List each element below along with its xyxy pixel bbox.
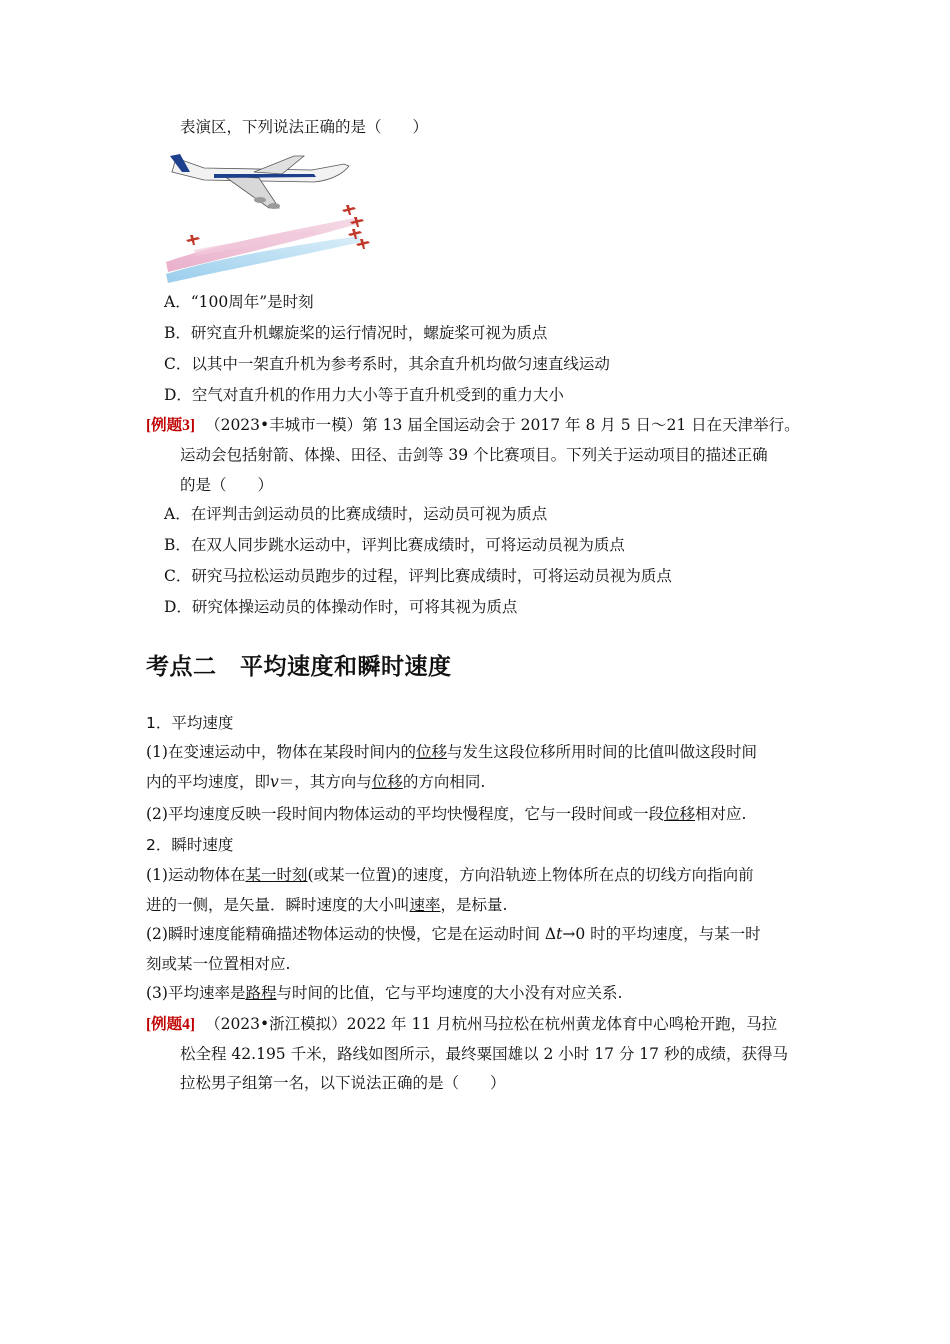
example3-line1: [例题3] （2023•丰城市一模）第 13 届全国运动会于 2017 年 8 月 5 日～21 日在天津举行。	[146, 416, 800, 434]
avg-velocity-heading: 1．平均速度	[146, 714, 234, 732]
example3-option-a: A．在评判击剑运动员的比赛成绩时，运动员可视为质点	[164, 505, 548, 523]
example4-line3: 拉松男子组第一名，以下说法正确的是（ ）	[180, 1074, 506, 1092]
option-d: D．空气对直升机的作用力大小等于直升机受到的重力大小	[164, 386, 564, 404]
example3-tag: [例题3]	[146, 417, 196, 434]
question-intro-line: 表演区，下列说法正确的是（ ）	[180, 118, 429, 136]
option-b: B．研究直升机螺旋桨的运行情况时，螺旋桨可视为质点	[164, 324, 548, 342]
example3-option-d: D．研究体操运动员的体操动作时，可将其视为质点	[164, 598, 518, 616]
option-c: C．以其中一架直升机为参考系时，其余直升机均做匀速直线运动	[164, 355, 610, 373]
example3-line2: 运动会包括射箭、体操、田径、击剑等 39 个比赛项目。下列关于运动项目的描述正确	[180, 446, 768, 464]
example4-line1: [例题4] （2023•浙江模拟）2022 年 11 月杭州马拉松在杭州黄龙体育中心鸣枪开跑，马拉	[146, 1015, 778, 1033]
example3-option-b: B．在双人同步跳水运动中，评判比赛成绩时，可将运动员视为质点	[164, 536, 625, 554]
example4-tag: [例题4]	[146, 1016, 196, 1033]
example3-option-c: C．研究马拉松运动员跑步的过程，评判比赛成绩时，可将运动员视为质点	[164, 567, 672, 585]
inst-para2-line2: 刻或某一位置相对应.	[146, 955, 291, 973]
airliner-shape	[170, 154, 349, 209]
inst-velocity-heading: 2．瞬时速度	[146, 836, 234, 854]
inst-para1-line2: 进的一侧，是矢量．瞬时速度的大小叫速率，是标量.	[146, 896, 508, 914]
section-title: 考点二 平均速度和瞬时速度	[146, 654, 452, 680]
inst-para2-line1: (2)瞬时速度能精确描述物体运动的快慢，它是在运动时间 Δt→0 时的平均速度，与某一时	[146, 925, 761, 943]
airshow-image	[164, 150, 390, 285]
avg-para2: (2)平均速度反映一段时间内物体运动的平均快慢程度，它与一段时间或一段位移相对应.	[146, 805, 747, 823]
inst-para1-line1: (1)运动物体在某一时刻(或某一位置)的速度，方向沿轨迹上物体所在点的切线方向指向前	[146, 866, 754, 884]
example4-line2: 松全程 42.195 千米，路线如图所示，最终粟国雄以 2 小时 17 分 17 秒的成绩，获得马	[180, 1045, 788, 1063]
example3-line3: 的是（ ）	[180, 476, 274, 494]
avg-para1-line1: (1)在变速运动中，物体在某段时间内的位移与发生这段位移所用时间的比值叫做这段时间	[146, 743, 757, 761]
option-a: A．“100周年”是时刻	[164, 293, 314, 311]
inst-para3: (3)平均速率是路程与时间的比值，它与平均速度的大小没有对应关系.	[146, 984, 623, 1002]
avg-para1-line2: 内的平均速度，即v＝，其方向与位移的方向相同.	[146, 773, 486, 791]
